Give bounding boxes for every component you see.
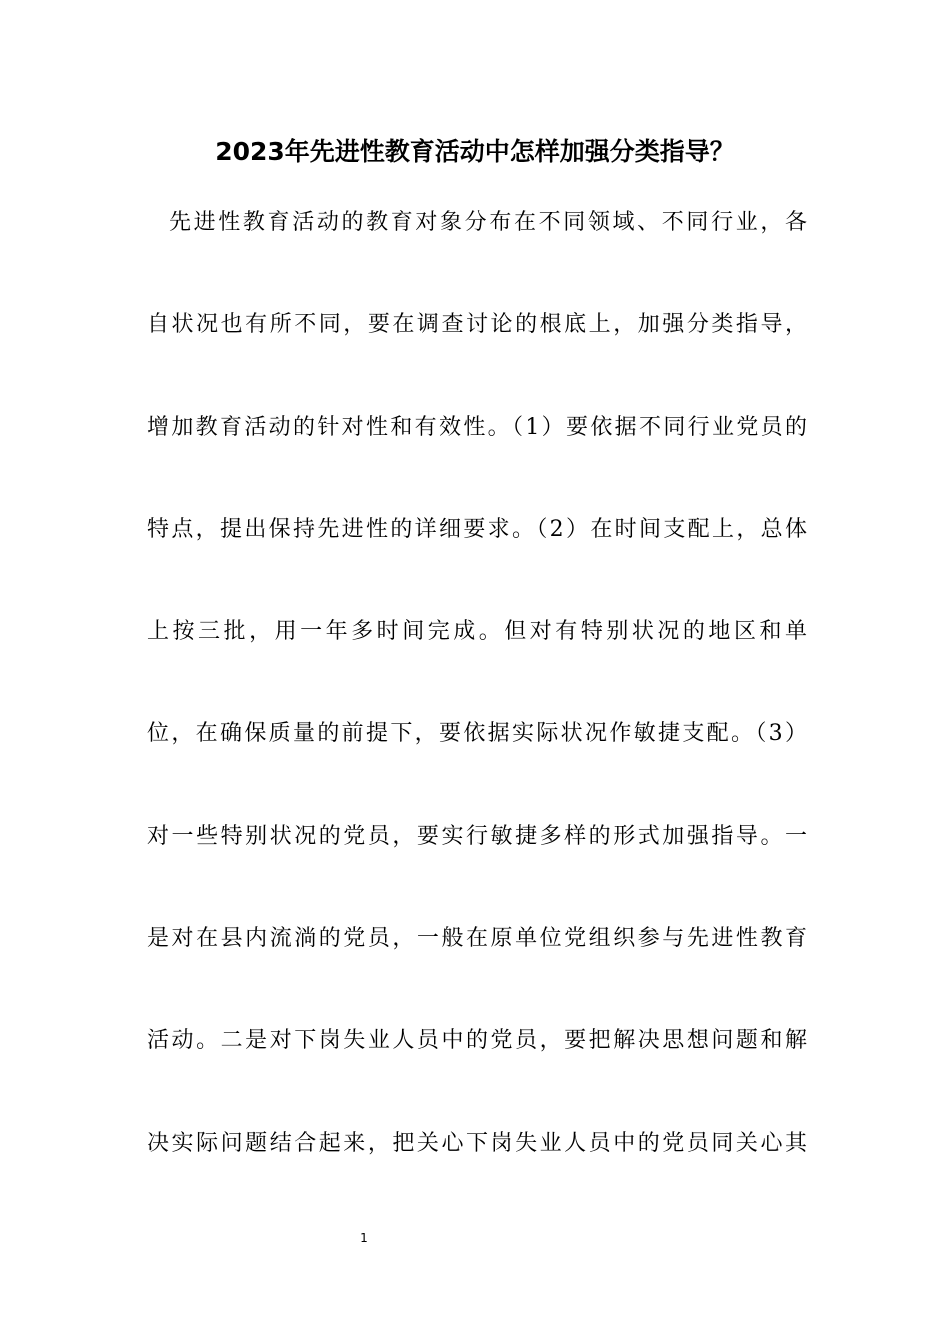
body-line: 上按三批，用一年多时间完成。但对有特别状况的地区和单 bbox=[147, 619, 807, 645]
body-line: 先进性教育活动的教育对象分布在不同领域、不同行业，各 bbox=[169, 210, 807, 235]
body-line: 增加教育活动的针对性和有效性。（1）要依据不同行业党员的 bbox=[147, 414, 807, 440]
body-line: 对一些特别状况的党员，要实行敏捷多样的形式加强指导。一 bbox=[147, 823, 807, 849]
body-line: 是对在县内流淌的党员，一般在原单位党组织参与先进性教育 bbox=[147, 926, 807, 952]
page-number: 1 bbox=[360, 1231, 368, 1245]
body-line: 位，在确保质量的前提下，要依据实际状况作敏捷支配。（3） bbox=[147, 721, 807, 747]
body-line: 决实际问题结合起来，把关心下岗失业人员中的党员同关心其 bbox=[147, 1130, 807, 1156]
body-line: 特点，提出保持先进性的详细要求。（2）在时间支配上，总体 bbox=[147, 516, 807, 542]
document-title: 2023年先进性教育活动中怎样加强分类指导？ bbox=[215, 137, 735, 166]
body-line: 自状况也有所不同，要在调查讨论的根底上，加强分类指导， bbox=[147, 312, 807, 338]
document-body bbox=[147, 199, 807, 1222]
body-line: 活动。二是对下岗失业人员中的党员，要把解决思想问题和解 bbox=[147, 1028, 807, 1054]
